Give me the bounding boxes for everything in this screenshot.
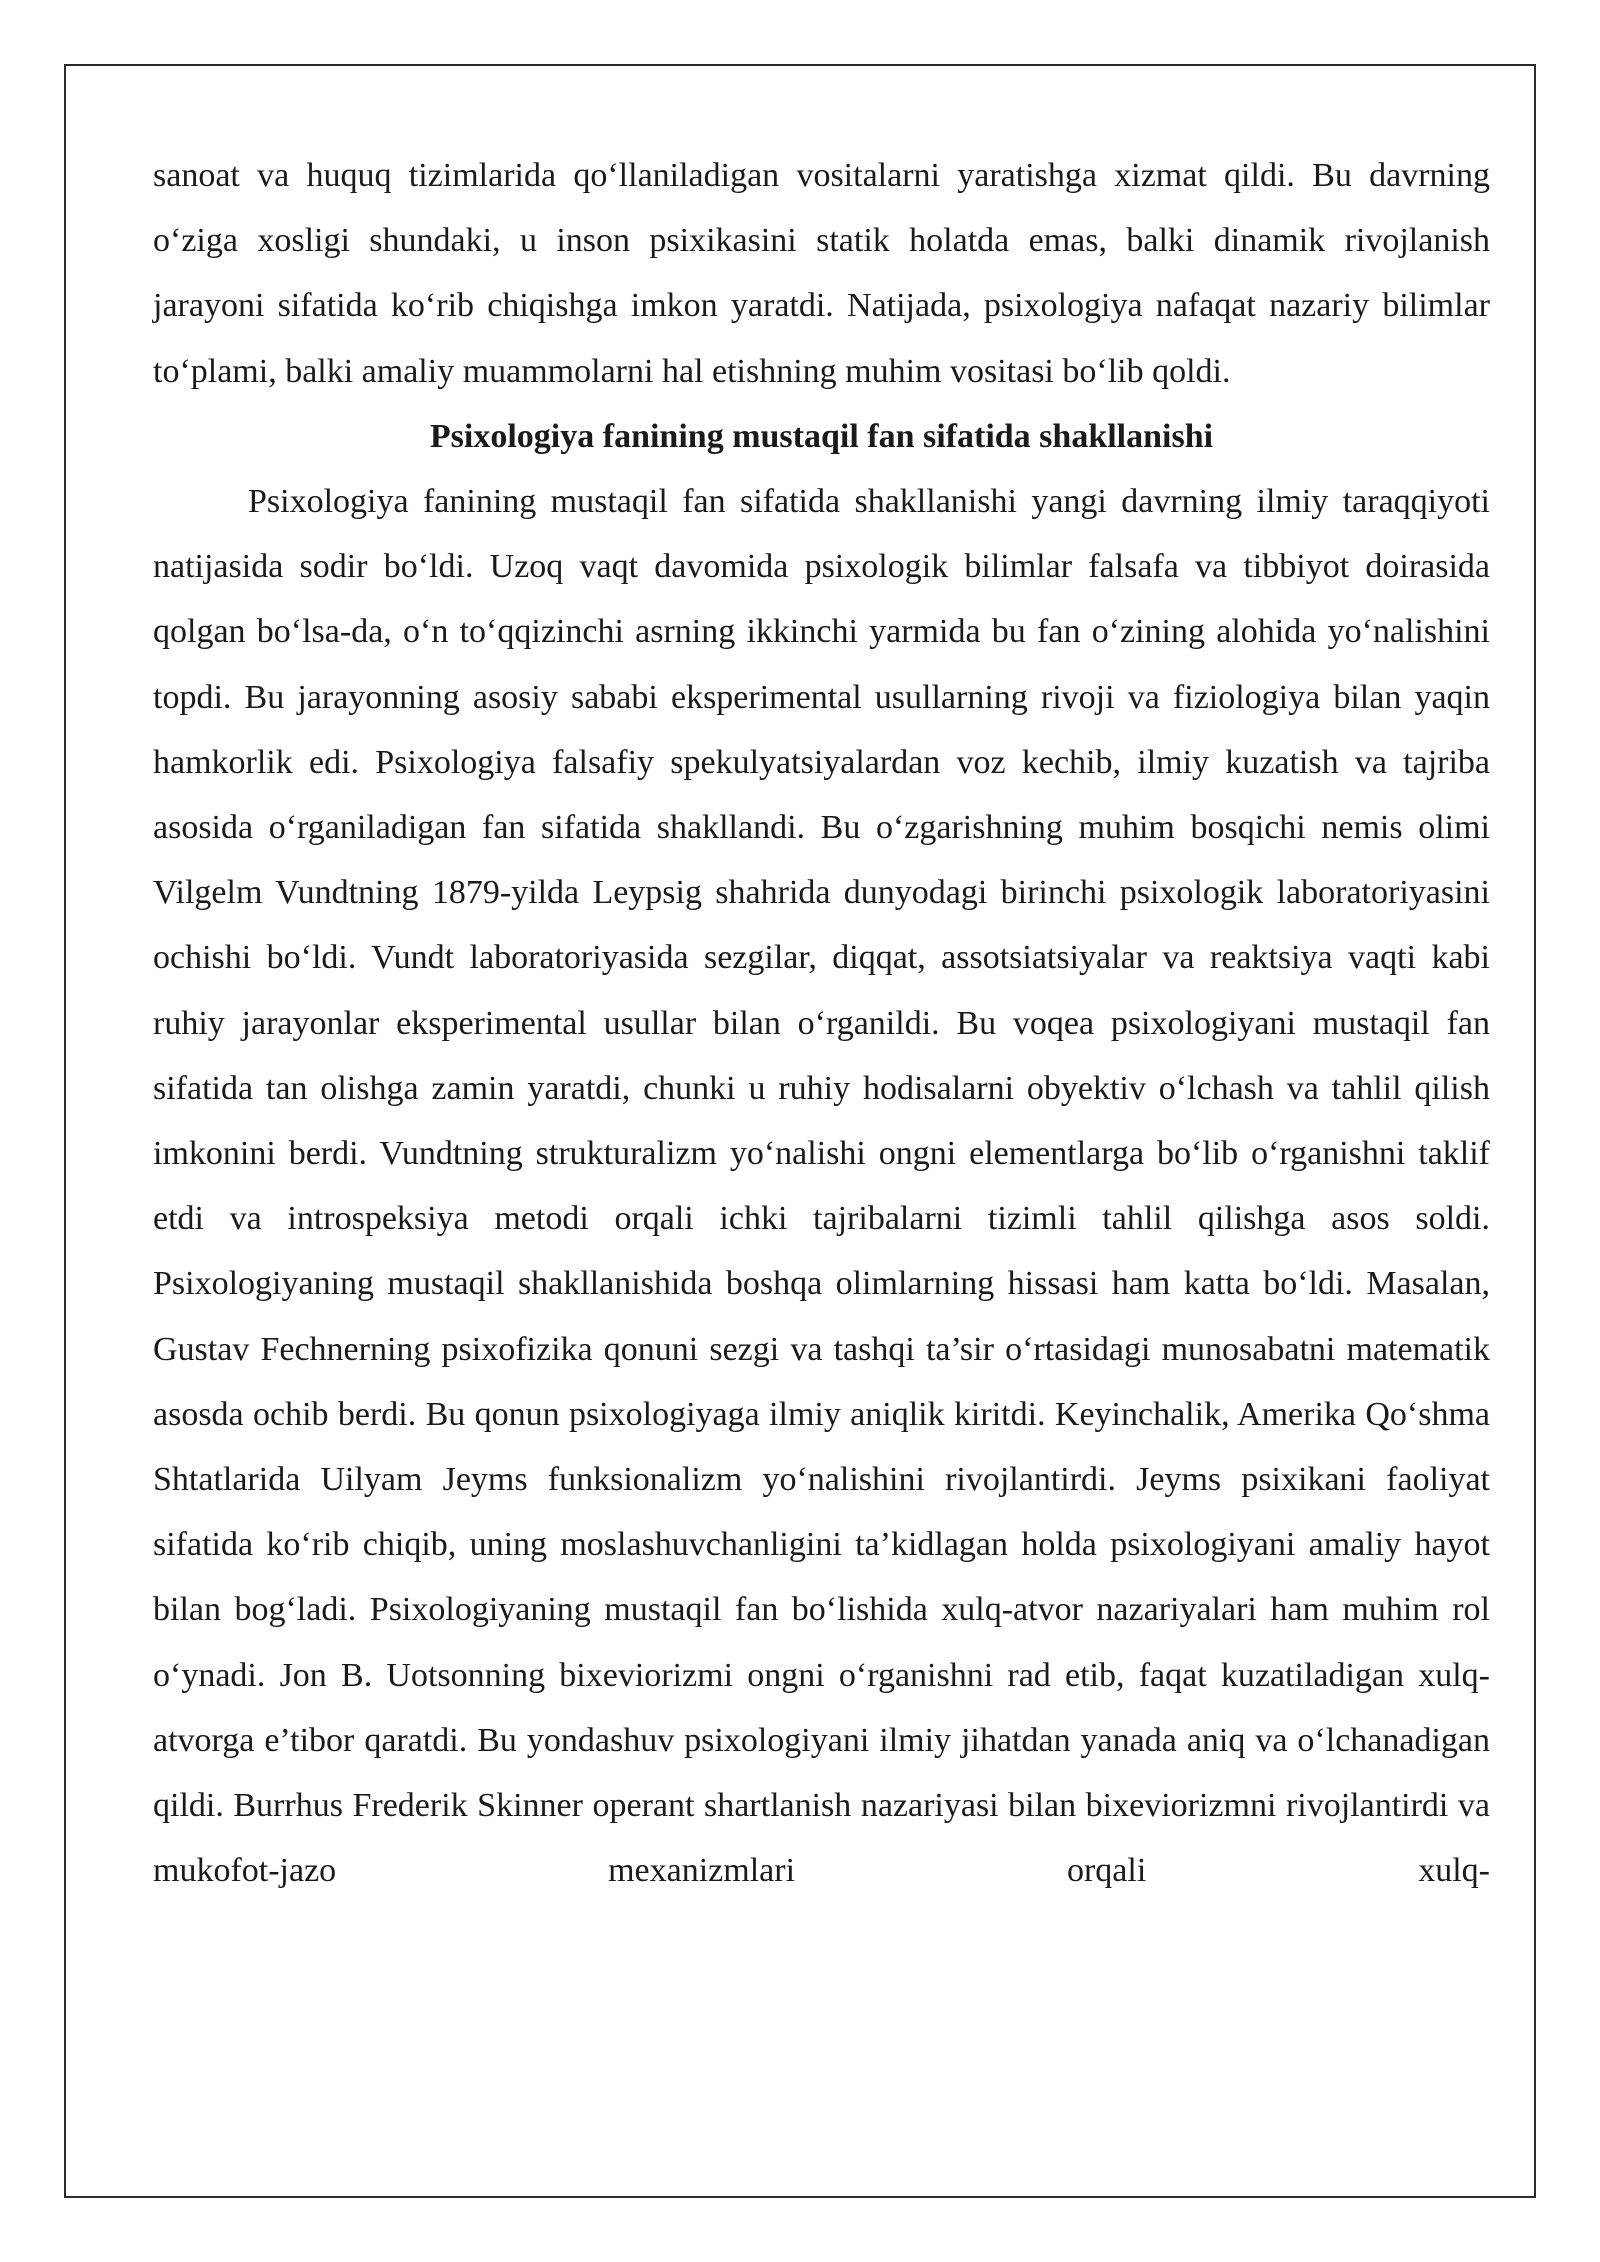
section-heading: Psixologiya fanining mustaqil fan sifatida shakllanishi	[429, 417, 1214, 455]
paragraph-continued: sanoat va huquq tizimlarida qo‘llaniladigan vositalarni yaratishga xizmat qildi. Bu davrning o‘ziga xosligi shundaki, u inson psixikasini statik holatda emas, balki dinamik rivojlanish jarayoni sifatida ko‘rib chiqishga imkon yaratdi. Natijada, psixologiya nafaqat nazariy bilimlar to‘plami, balki amaliy muammolarni hal etishning muhim vositasi bo‘lib qoldi.	[153, 157, 1490, 390]
document-body	[153, 143, 1490, 1903]
paragraph-main: Psixologiya fanining mustaqil fan sifatida shakllanishi yangi davrning ilmiy taraqqiyoti natijasida sodir bo‘ldi. Uzoq vaqt davomida psixologik bilimlar falsafa va tibbiyot doirasida qolgan bo‘lsa-da, o‘n to‘qqizinchi asrning ikkinchi yarmida bu fan o‘zining alohida yo‘nalishini topdi. Bu jarayonning asosiy sababi eksperimental usullarning rivoji va fiziologiya bilan yaqin hamkorlik edi. Psixologiya falsafiy spekulyatsiyalardan voz kechib, ilmiy kuzatish va tajriba asosida o‘rganiladigan fan sifatida shakllandi. Bu o‘zgarishning muhim bosqichi nemis olimi Vilgelm Vundtning 1879-yilda Leypsig shahrida dunyodagi birinchi psixologik laboratoriyasini ochishi bo‘ldi. Vundt laboratoriyasida sezgilar, diqqat, assotsiatsiyalar va reaktsiya vaqti kabi ruhiy jarayonlar eksperimental usullar bilan o‘rganildi. Bu voqea psixologiyani mustaqil fan sifatida tan olishga zamin yaratdi, chunki u ruhiy hodisalarni obyektiv o‘lchash va tahlil qilish imkonini berdi. Vundtning strukturalizm yo‘nalishi ongni elementlarga bo‘lib o‘rganishni taklif etdi va introspeksiya metodi orqali ichki tajribalarni tizimli tahlil qilishga asos soldi. Psixologiyaning mustaqil shakllanishida boshqa olimlarning hissasi ham katta bo‘ldi. Masalan, Gustav Fechnerning psixofizika qonuni sezgi va tashqi ta’sir o‘rtasidagi munosabatni matematik asosda ochib berdi. Bu qonun psixologiyaga ilmiy aniqlik kiritdi. Keyinchalik, Amerika Qo‘shma Shtatlarida Uilyam Jeyms funksionalizm yo‘nalishini rivojlantirdi. Jeyms psixikani faoliyat sifatida ko‘rib chiqib, uning moslashuvchanligini ta’kidlagan holda psixologiyani amaliy hayot bilan bog‘ladi. Psixologiyaning mustaqil fan bo‘lishida xulq-atvor nazariyalari ham muhim rol o‘ynadi. Jon B. Uotsonning bixeviorizmi ongni o‘rganishni rad etib, faqat kuzatiladigan xulq-atvorga e’tibor qaratdi. Bu yondashuv psixologiyani ilmiy jihatdan yanada aniq va o‘lchanadigan qildi. Burrhus Frederik Skinner operant shartlanish nazariyasi bilan bixeviorizmni rivojlantirdi va mukofot-jazo mexanizmlari orqali xulq-	[153, 483, 1490, 1890]
